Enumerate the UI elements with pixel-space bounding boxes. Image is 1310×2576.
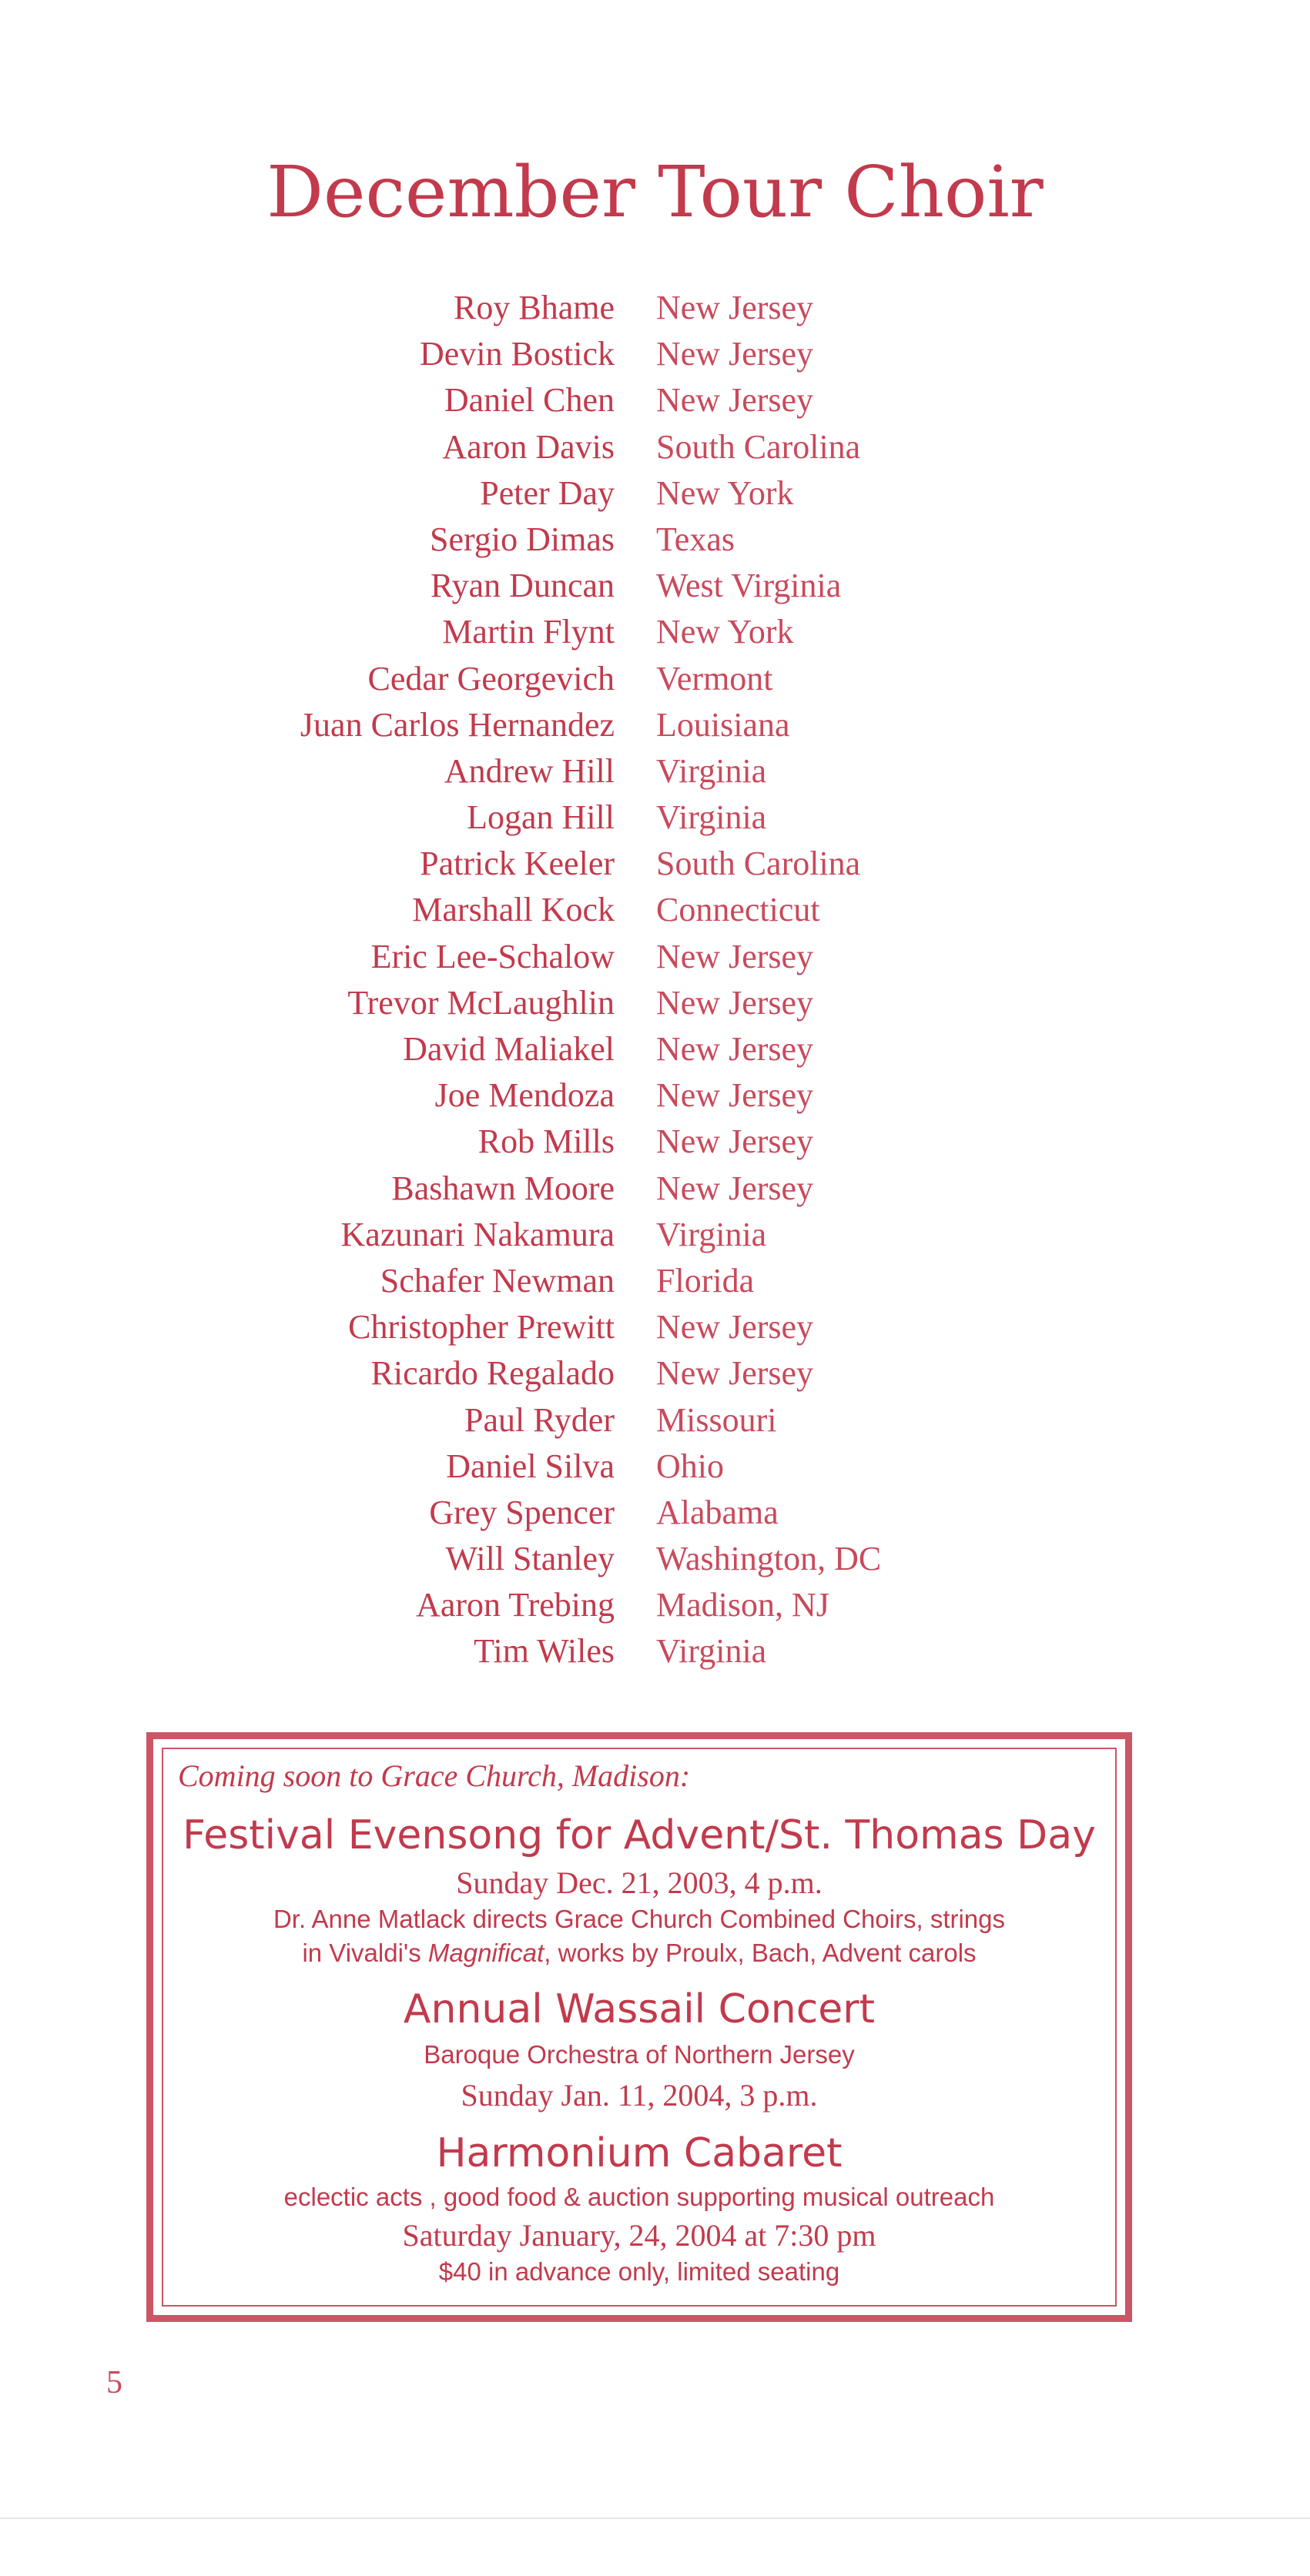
member-name: Christopher Prewitt bbox=[348, 1308, 615, 1347]
member-name: Ryan Duncan bbox=[431, 567, 615, 605]
member-state: Alabama bbox=[656, 1493, 779, 1531]
desc-line2-prefix: in Vivaldi's bbox=[302, 1939, 428, 1967]
roster-row bbox=[0, 795, 1310, 841]
event-cabaret-date: Saturday January, 24, 2004 at 7:30 pm bbox=[402, 2218, 876, 2253]
roster-row bbox=[0, 1119, 1310, 1165]
scan-edge-line bbox=[0, 2517, 1310, 2519]
member-state: South Carolina bbox=[656, 845, 861, 883]
member-state: New Jersey bbox=[656, 1354, 814, 1393]
member-state: Madison, NJ bbox=[656, 1586, 829, 1624]
member-state: Louisiana bbox=[656, 705, 790, 744]
member-name: Daniel Silva bbox=[446, 1447, 615, 1485]
page-title: December Tour Choir bbox=[266, 151, 1044, 233]
member-state: Washington, DC bbox=[656, 1540, 882, 1578]
member-state: Virginia bbox=[656, 751, 767, 790]
member-name: Bashawn Moore bbox=[391, 1169, 615, 1207]
member-name: Devin Bostick bbox=[420, 335, 615, 373]
member-state: New Jersey bbox=[656, 335, 814, 373]
member-state: Vermont bbox=[656, 659, 773, 698]
member-name: Rob Mills bbox=[477, 1122, 615, 1161]
roster-row bbox=[0, 1490, 1310, 1536]
member-name: Joe Mendoza bbox=[434, 1076, 615, 1115]
member-state: Missouri bbox=[656, 1400, 777, 1439]
member-name: Marshall Kock bbox=[412, 891, 615, 929]
member-state: New Jersey bbox=[656, 937, 814, 975]
roster-row bbox=[0, 1350, 1310, 1397]
announcement-heading: Coming soon to Grace Church, Madison: bbox=[178, 1758, 691, 1793]
member-name: Eric Lee-Schalow bbox=[370, 937, 615, 975]
member-state: New Jersey bbox=[656, 381, 814, 420]
member-state: New Jersey bbox=[656, 983, 814, 1022]
roster-row bbox=[0, 934, 1310, 980]
announcement-box bbox=[146, 1732, 1132, 2322]
member-name: Juan Carlos Hernandez bbox=[300, 705, 615, 744]
member-name: Kazunari Nakamura bbox=[340, 1215, 615, 1253]
member-state: Texas bbox=[656, 520, 735, 558]
member-name: Grey Spencer bbox=[429, 1493, 615, 1531]
member-name: Peter Day bbox=[480, 473, 615, 512]
roster-row bbox=[0, 656, 1310, 702]
roster-row bbox=[0, 517, 1310, 563]
roster-row bbox=[0, 1258, 1310, 1304]
event-wassail-date: Sunday Jan. 11, 2004, 3 p.m. bbox=[461, 2078, 818, 2113]
event-festival-evensong-desc-line2 bbox=[153, 1936, 1125, 1970]
member-state: Connecticut bbox=[656, 891, 820, 929]
member-state: New Jersey bbox=[656, 1308, 814, 1347]
roster-row bbox=[0, 424, 1310, 470]
member-name: Logan Hill bbox=[467, 798, 615, 837]
roster-row bbox=[0, 980, 1310, 1026]
member-name: David Maliakel bbox=[403, 1030, 615, 1068]
event-cabaret-desc: eclectic acts , good food & auction supporting musical outreach bbox=[283, 2183, 995, 2211]
roster-row bbox=[0, 331, 1310, 377]
event-cabaret-title: Harmonium Cabaret bbox=[436, 2130, 843, 2176]
choir-roster bbox=[0, 285, 1310, 1675]
member-name: Martin Flynt bbox=[442, 613, 615, 651]
roster-row bbox=[0, 1304, 1310, 1350]
member-name: Cedar Georgevich bbox=[367, 659, 615, 698]
member-name: Aaron Davis bbox=[442, 427, 615, 466]
roster-row bbox=[0, 470, 1310, 517]
roster-row bbox=[0, 1444, 1310, 1490]
roster-row bbox=[0, 841, 1310, 887]
member-name: Schafer Newman bbox=[380, 1261, 615, 1300]
member-state: Ohio bbox=[656, 1447, 724, 1485]
event-festival-evensong-date: Sunday Dec. 21, 2003, 4 p.m. bbox=[456, 1865, 823, 1900]
roster-row bbox=[0, 1582, 1310, 1628]
member-name: Daniel Chen bbox=[444, 381, 615, 420]
page-number: 5 bbox=[106, 2365, 122, 2400]
roster-row bbox=[0, 1026, 1310, 1072]
roster-row bbox=[0, 887, 1310, 933]
member-state: New Jersey bbox=[656, 289, 814, 326]
member-state: New Jersey bbox=[656, 1122, 814, 1161]
member-state: New Jersey bbox=[656, 1030, 814, 1068]
event-festival-evensong-desc-line1: Dr. Anne Matlack directs Grace Church Combined Choirs, strings bbox=[273, 1905, 1006, 1933]
roster-row bbox=[0, 1072, 1310, 1119]
roster-row bbox=[0, 377, 1310, 423]
roster-row bbox=[0, 285, 1310, 331]
roster-row bbox=[0, 1628, 1310, 1674]
member-name: Roy Bhame bbox=[454, 289, 615, 326]
member-name: Sergio Dimas bbox=[430, 520, 615, 558]
member-state: Virginia bbox=[656, 1632, 767, 1671]
member-name: Andrew Hill bbox=[444, 751, 615, 790]
roster-row bbox=[0, 1212, 1310, 1258]
member-state: Virginia bbox=[656, 1215, 767, 1253]
member-state: New York bbox=[656, 613, 794, 651]
event-festival-evensong-title: Festival Evensong for Advent/St. Thomas Day bbox=[183, 1812, 1096, 1858]
event-cabaret-note: $40 in advance only, limited seating bbox=[438, 2257, 840, 2286]
desc-line2-suffix: , works by Proulx, Bach, Advent carols bbox=[544, 1939, 977, 1967]
member-name: Tim Wiles bbox=[474, 1632, 615, 1671]
roster-row bbox=[0, 1166, 1310, 1212]
member-state: Virginia bbox=[656, 798, 767, 837]
roster-row bbox=[0, 1536, 1310, 1582]
roster-row bbox=[0, 563, 1310, 609]
roster-row bbox=[0, 1397, 1310, 1444]
magnificat-title: Magnificat bbox=[427, 1939, 544, 1967]
member-state: South Carolina bbox=[656, 427, 861, 466]
member-name: Trevor McLaughlin bbox=[347, 983, 615, 1022]
roster-row bbox=[0, 702, 1310, 748]
member-state: New York bbox=[656, 473, 794, 512]
member-state: Florida bbox=[656, 1261, 755, 1300]
roster-row bbox=[0, 609, 1310, 655]
member-name: Will Stanley bbox=[445, 1540, 615, 1578]
member-name: Patrick Keeler bbox=[420, 845, 615, 883]
member-name: Paul Ryder bbox=[464, 1400, 615, 1439]
member-name: Ricardo Regalado bbox=[370, 1354, 615, 1393]
member-state: New Jersey bbox=[656, 1169, 814, 1207]
member-name: Aaron Trebing bbox=[416, 1586, 615, 1624]
member-state: West Virginia bbox=[656, 567, 842, 605]
member-state: New Jersey bbox=[656, 1076, 814, 1115]
event-wassail-desc: Baroque Orchestra of Northern Jersey bbox=[424, 2040, 855, 2069]
event-wassail-title: Annual Wassail Concert bbox=[403, 1986, 876, 2032]
roster-row bbox=[0, 748, 1310, 795]
